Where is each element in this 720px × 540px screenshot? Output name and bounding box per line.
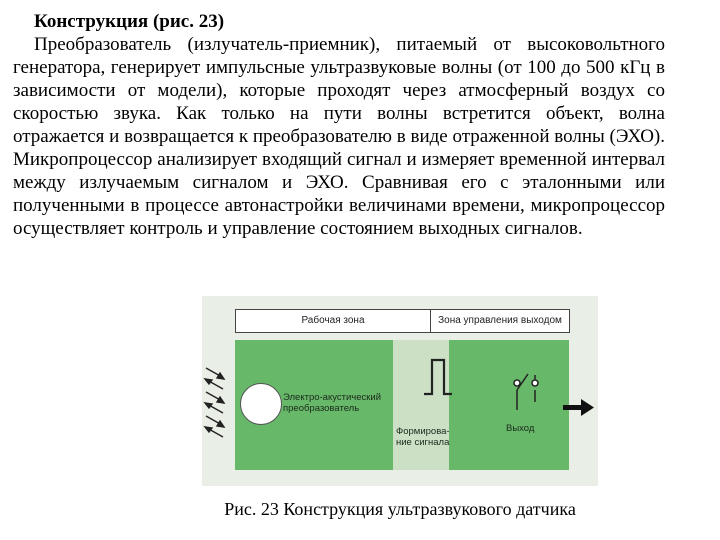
description-paragraph: Преобразователь (излучатель-приемник), питаемый от высоковольтного генератора, генерирует импульсные ультразвуковые волны (от 100 до 500 кГц в зависимости от модели), которые проходят через атмосферный воздух со скоростью звука. Как только на пути волны встретится объект, волна отражается и возвращается к преобразователю в виде отраженной волны (ЭХО). Микропроцессор анализирует входящий сигнал и измеряет временной интервал между излучаемым сигналом и ЭХО. Сравнивая его с эталонными или полученными в процессе автонастройки величинами времени, микропроцессор осуществляет контроль и управление состоянием выходных сигналов. [13, 34, 665, 239]
diagram-graphics [202, 296, 598, 486]
forming-label: Формирова-ние сигнала [396, 426, 450, 448]
section-heading: Конструкция (рис. 23) [34, 11, 225, 32]
output-arrow-icon [563, 399, 594, 416]
output-zone-label: Зона управления выходом [430, 309, 570, 333]
pulse-waveform-icon [424, 360, 452, 394]
output-label: Выход [506, 423, 535, 434]
output-switch-icon [514, 374, 538, 410]
wave-arrows-icon [205, 368, 224, 437]
figure-caption: Рис. 23 Конструкция ультразвукового датчика [224, 499, 576, 519]
work-zone-label: Рабочая зона [235, 309, 431, 333]
sensor-diagram [202, 296, 598, 486]
transducer-label: Электро-акустический преобразователь [283, 392, 382, 414]
